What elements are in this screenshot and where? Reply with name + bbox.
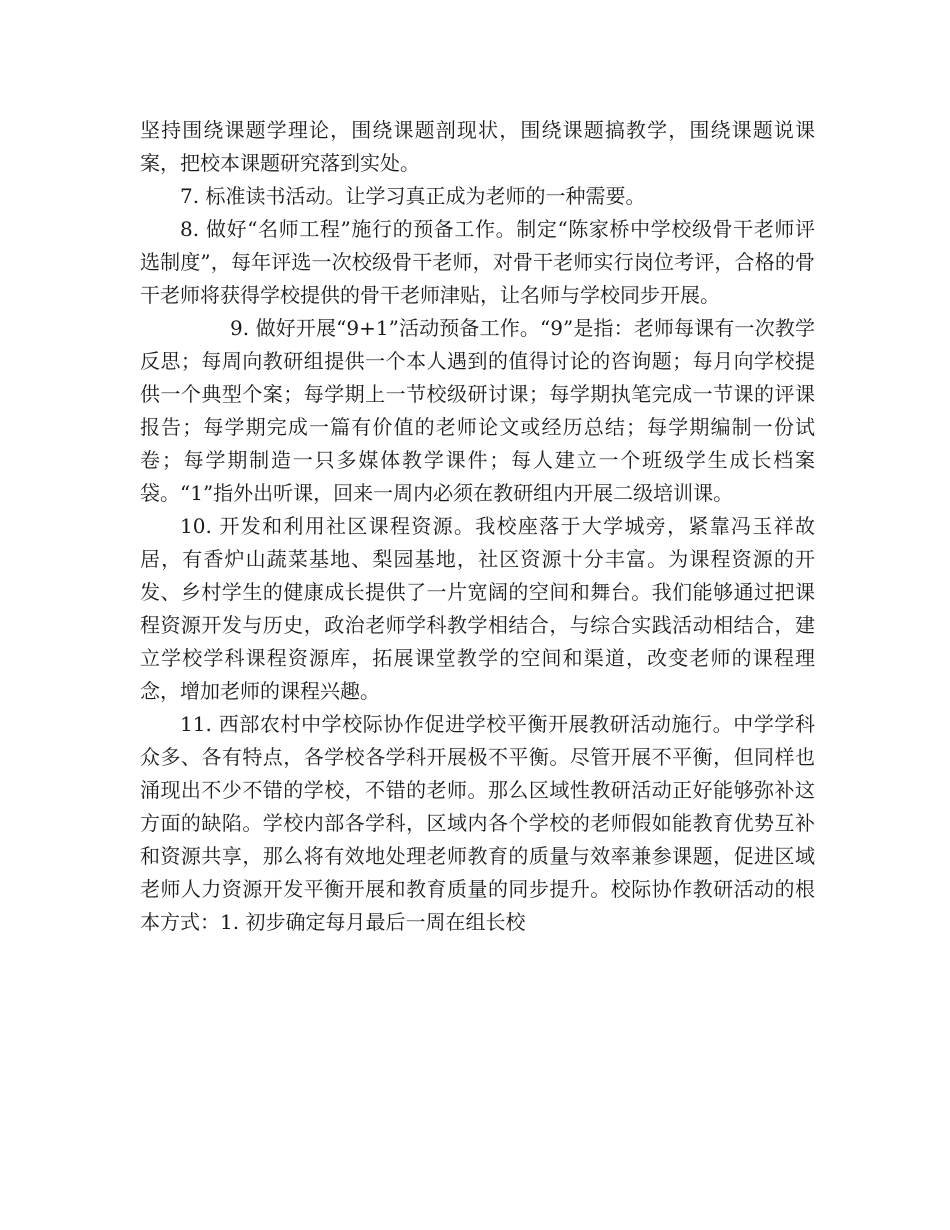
paragraph-item-9: 9. 做好开展“9+1”活动预备工作。“9”是指：老师每课有一次教学反思；每周向教研组提供一个本人遇到的值得讨论的咨询题；每月向学校提供一个典型个案；每学期上一节校级研讨课；每学期执笔完成一节课的评课报告；每学期完成一篇有价值的老师论文或经历总结；每学期编制一份试卷；每学期制造一只多媒体教学课件；每人建立一个班级学生成长档案袋。“1”指外出听课，回来一周内必须在教研组内开展二级培训课。: [140, 316, 815, 505]
paragraph-item-11: 11. 西部农村中学校际协作促进学校平衡开展教研活动施行。中学学科众多、各有特点，各学校各学科开展极不平衡。尽管开展不平衡，但同样也涌现出不少不错的学校，不错的老师。那么区域性教研活动正好能够弥补这方面的缺陷。学校内部各学科，区域内各个学校的老师假如能教育优势互补和资源共享，那么将有效地处理老师教育的质量与效率兼参课题，促进区域老师人力资源开发平衡开展和教育质量的同步提升。校际协作教研活动的根本方式：1. 初步确定每月最后一周在组长校: [140, 712, 815, 934]
paragraph-item-10: 10. 开发和利用社区课程资源。我校座落于大学城旁，紧靠冯玉祥故居，有香炉山蔬菜基地、梨园基地，社区资源十分丰富。为课程资源的开发、乡村学生的健康成长提供了一片宽阔的空间和舞台。我们能够通过把课程资源开发与历史，政治老师学科教学相结合，与综合实践活动相结合，建立学校学科课程资源库，拓展课堂教学的空间和渠道，改变老师的课程理念，增加老师的课程兴趣。: [140, 514, 815, 703]
paragraph-continuation: 坚持围绕课题学理论，围绕课题剖现状，围绕课题搞教学，围绕课题说课案，把校本课题研究落到实处。: [140, 118, 815, 175]
paragraph-item-8: 8. 做好“名师工程”施行的预备工作。制定“陈家桥中学校级骨干老师评选制度”，每年评选一次校级骨干老师，对骨干老师实行岗位考评，合格的骨干老师将获得学校提供的骨干老师津贴，让名师与学校同步开展。: [140, 217, 815, 307]
document-page: [140, 114, 815, 939]
paragraph-item-7: 7. 标准读书活动。让学习真正成为老师的一种需要。: [180, 184, 646, 208]
